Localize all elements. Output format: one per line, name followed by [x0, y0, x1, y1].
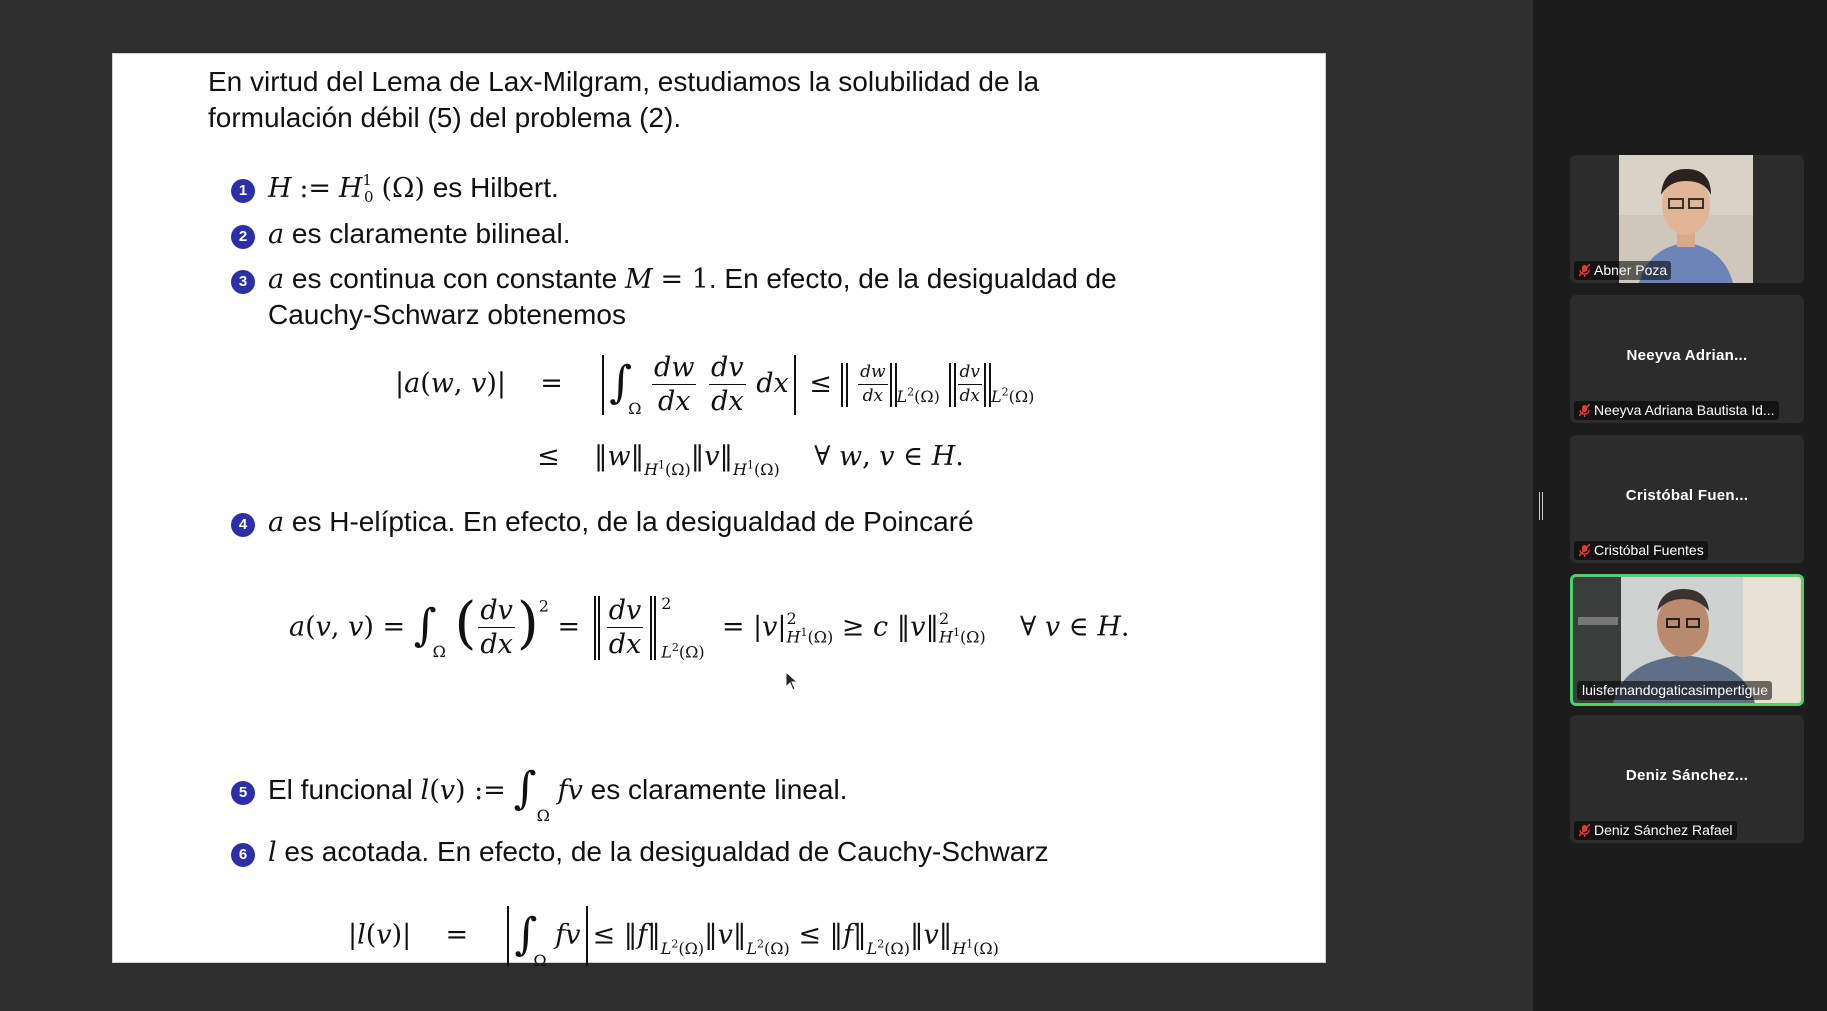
item-text: El funcional: [268, 774, 421, 805]
bullet-number: 4: [231, 513, 255, 537]
intro-line-2: formulación débil (5) del problema (2).: [208, 102, 682, 133]
item-text-cont: es claramente lineal.: [582, 774, 848, 805]
item-text: es Hilbert.: [424, 172, 559, 203]
item-text-line2: Cauchy-Schwarz obtenemos: [268, 299, 626, 330]
presentation-slide: En virtud del Lema de Lax-Milgram, estudiamos la solubilidad de la formulación débil (5) del problema (2). 1 H := H10 (Ω) es Hilbert. 2 a es claramente bilineal. 3 a es continua con constante M = 1. En efecto, de la desigualdad de Cauchy-Schwarz obtenemos |a(w, v)| = $\int_\Omega$ $\frac{dw}{dx}$ $\frac{dv}{dx}$ dx ≤ $\frac{dw}{dx}$ $_{L^2(\Omega)}$ $\frac{dv}{dx}$ $_{L^2(\Omega)}$ ≤ $‖w‖_{H^1(\Omega)}‖v‖_{H^1(\Omega)}$ ∀ w, v ∈ H. 4 a es H-elíptica. En efecto, de la desigualdad de Poincaré a(v, $v) = \int_\Omega$ ( $\frac{dv}{dx}$ )$^2$ = $\frac{dv}{dx}$ 2 $L^2(\Omega)$ = |v| 2 $H^1(\Omega)$ ≥ c ‖v‖ 2 $H^1(\Omega)$ ∀ v ∈ H. 5 El funcional l(v) := $\int_\Omega$ fv es claramente lineal. 6 l es acotada. En efecto, de la desigualdad de Cauchy-Schwarz |l(v)| = $\int_\Omega$ fv ≤ $‖f‖_{L^2(\Omega)}‖v‖_{L^2(\Omega)}$ ≤ $‖f‖_{L^2(\Omega)}‖v‖_{H^1(\Omega)}$: [112, 53, 1326, 963]
participant-name: Cristóbal Fuentes: [1594, 542, 1704, 558]
participant-tile[interactable]: [1570, 715, 1804, 843]
equation-continuity: |a(w, v)| = $\int_\Omega$ $\frac{dw}{dx}$ $\frac{dv}{dx}$ dx ≤ $\frac{dw}{dx}$ $_{L^2(\Omega)}$ $\frac{dv}{dx}$ $_{L^2(\Omega)}$: [395, 352, 1035, 418]
participant-display-name: Cristóbal Fuen...: [1625, 487, 1749, 504]
item-text: es H-elíptica. En efecto, de la desigualdad de Poincaré: [284, 506, 974, 537]
participant-label: [1577, 681, 1772, 700]
equation-ellipticity: a(v, $v) = \int_\Omega$ ( $\frac{dv}{dx}$ )$^2$ = $\frac{dv}{dx}$ 2 $L^2(\Omega)$ = |v| 2 $H^1(\Omega)$ ≥ c ‖v‖ 2 $H^1(\Omega)$ ∀ v ∈ H.: [289, 591, 1130, 662]
bullet-number: 1: [231, 179, 255, 203]
bullet-number: 6: [231, 843, 255, 867]
equation-boundedness: |l(v)| = $\int_\Omega$ fv ≤ $‖f‖_{L^2(\Omega)}‖v‖_{L^2(\Omega)}$ ≤ $‖f‖_{L^2(\Omega)}‖v‖_{H^1(\Omega)}$: [348, 906, 999, 970]
participant-label: [1574, 821, 1737, 840]
bullet-number: 5: [231, 781, 255, 805]
mic-muted-icon: [1579, 544, 1590, 557]
participant-name: Abner Poza: [1594, 262, 1668, 278]
participant-name: Neeyva Adriana Bautista Id...: [1594, 402, 1775, 418]
participant-tile[interactable]: [1570, 155, 1804, 283]
item-text: es claramente bilineal.: [284, 218, 571, 249]
participant-label: [1574, 401, 1779, 420]
item-text-cont: . En efecto, de la desigualdad de: [708, 263, 1117, 294]
item-text: es acotada. En efecto, de la desigualdad de Cauchy-Schwarz: [276, 836, 1049, 867]
intro-line-1: En virtud del Lema de Lax-Milgram, estudiamos la solubilidad de la: [208, 66, 1040, 97]
participant-name: luisfernandogaticasimpertigue: [1582, 682, 1768, 698]
participant-display-name: Neeyva Adrian...: [1626, 347, 1748, 364]
equation-continuity-line2: ≤ $‖w‖_{H^1(\Omega)}‖v‖_{H^1(\Omega)}$ ∀ w, v ∈ H.: [537, 441, 964, 479]
bullet-number: 2: [231, 225, 255, 249]
participant-label: [1574, 261, 1671, 280]
mouse-cursor-icon: [785, 671, 799, 691]
participant-display-name: Deniz Sánchez...: [1625, 767, 1749, 784]
resize-handle[interactable]: [1539, 492, 1543, 520]
bullet-number: 3: [231, 270, 255, 294]
mic-muted-icon: [1579, 404, 1590, 417]
mic-muted-icon: [1579, 824, 1590, 837]
item-text: es continua con constante: [284, 263, 626, 294]
participant-name: Deniz Sánchez Rafael: [1594, 822, 1733, 838]
slide-intro: [208, 64, 1208, 136]
participant-tile[interactable]: [1570, 435, 1804, 563]
participant-tile-active-speaker[interactable]: [1570, 574, 1804, 706]
mic-muted-icon: [1579, 264, 1590, 277]
participant-tile[interactable]: [1570, 295, 1804, 423]
participant-label: [1574, 541, 1708, 560]
